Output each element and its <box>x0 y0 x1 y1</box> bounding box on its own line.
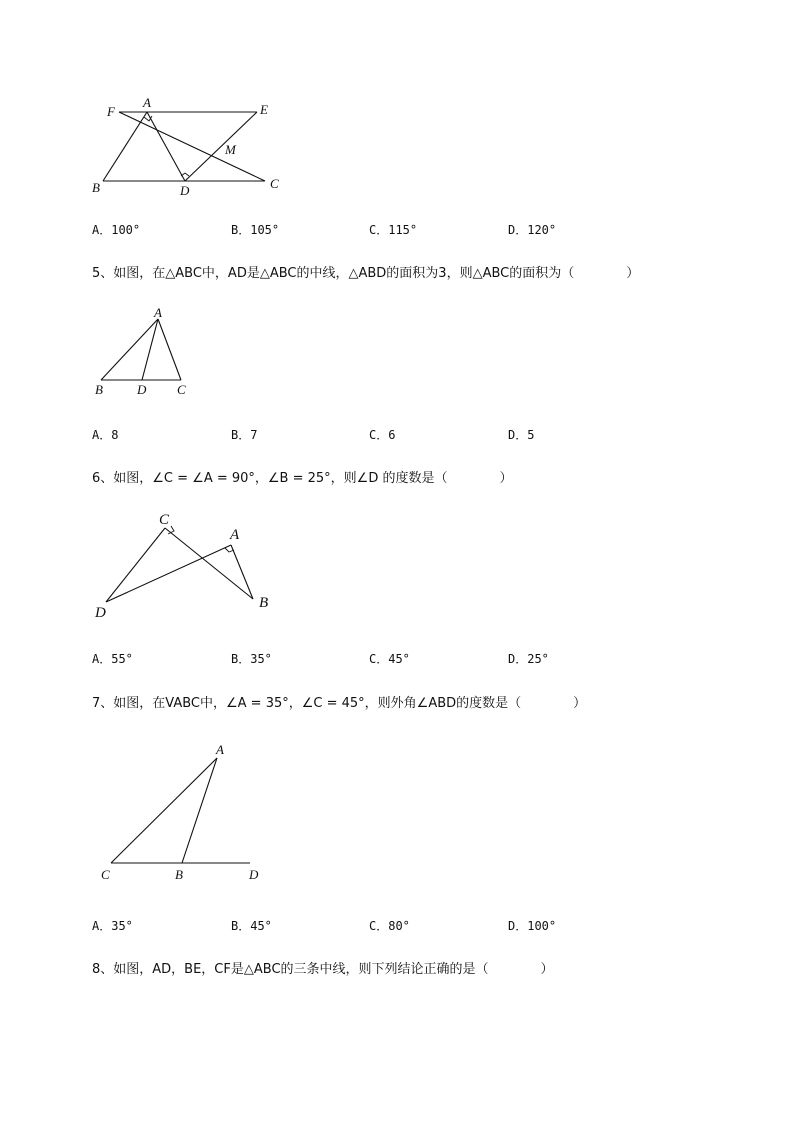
label-F: F <box>107 104 115 119</box>
q7-label-D: D <box>249 867 259 882</box>
q4-option-b[interactable]: B．105° <box>231 223 280 237</box>
figure-q6 <box>88 508 288 623</box>
q5-option-a[interactable]: A．8 <box>92 428 119 442</box>
q6-label-D: D <box>95 605 106 621</box>
q4-option-c[interactable]: C．115° <box>369 223 418 237</box>
q6-label-A: A <box>230 527 240 543</box>
q5-option-c[interactable]: C．6 <box>369 428 396 442</box>
q5-label-D: D <box>137 382 147 397</box>
q7-option-c[interactable]: C．80° <box>369 919 410 933</box>
label-C: C <box>270 176 279 191</box>
q6-option-c[interactable]: C．45° <box>369 652 410 666</box>
q7-text: 7、如图，在VABC中，∠A = 35°，∠C = 45°，则外角∠ABD的度数是（ ） <box>92 696 587 711</box>
q5-option-b[interactable]: B．7 <box>231 428 258 442</box>
label-M: M <box>225 142 236 157</box>
q5-label-B: B <box>95 382 103 397</box>
q7-label-B: B <box>175 867 183 882</box>
figure-q7 <box>95 738 270 888</box>
figure-q5 <box>90 302 200 402</box>
q8-text: 8、如图，AD，BE，CF是△ABC的三条中线，则下列结论正确的是（ ） <box>92 962 554 977</box>
q7-option-b[interactable]: B．45° <box>231 919 272 933</box>
figure-q4 <box>85 92 295 202</box>
q6-option-a[interactable]: A．55° <box>92 652 133 666</box>
q5-label-A: A <box>154 305 162 320</box>
q5-option-d[interactable]: D．5 <box>508 428 535 442</box>
label-D: D <box>180 183 190 198</box>
q7-option-d[interactable]: D．100° <box>508 919 557 933</box>
q5-text: 5、如图，在△ABC中，AD是△ABC的中线，△ABD的面积为3，则△ABC的面积为（ ） <box>92 266 640 281</box>
q4-option-d[interactable]: D．120° <box>508 223 557 237</box>
q6-text: 6、如图，∠C = ∠A = 90°，∠B = 25°，则∠D 的度数是（ ） <box>92 471 513 486</box>
label-B: B <box>92 180 100 195</box>
label-A: A <box>143 95 151 110</box>
q6-label-B: B <box>259 595 269 611</box>
label-E: E <box>260 102 268 117</box>
q6-label-C: C <box>159 512 170 528</box>
q6-option-b[interactable]: B．35° <box>231 652 272 666</box>
q6-option-d[interactable]: D．25° <box>508 652 549 666</box>
q7-label-A: A <box>216 742 224 757</box>
q7-label-C: C <box>101 867 110 882</box>
q7-option-a[interactable]: A．35° <box>92 919 133 933</box>
q4-option-a[interactable]: A．100° <box>92 223 141 237</box>
q5-label-C: C <box>177 382 186 397</box>
